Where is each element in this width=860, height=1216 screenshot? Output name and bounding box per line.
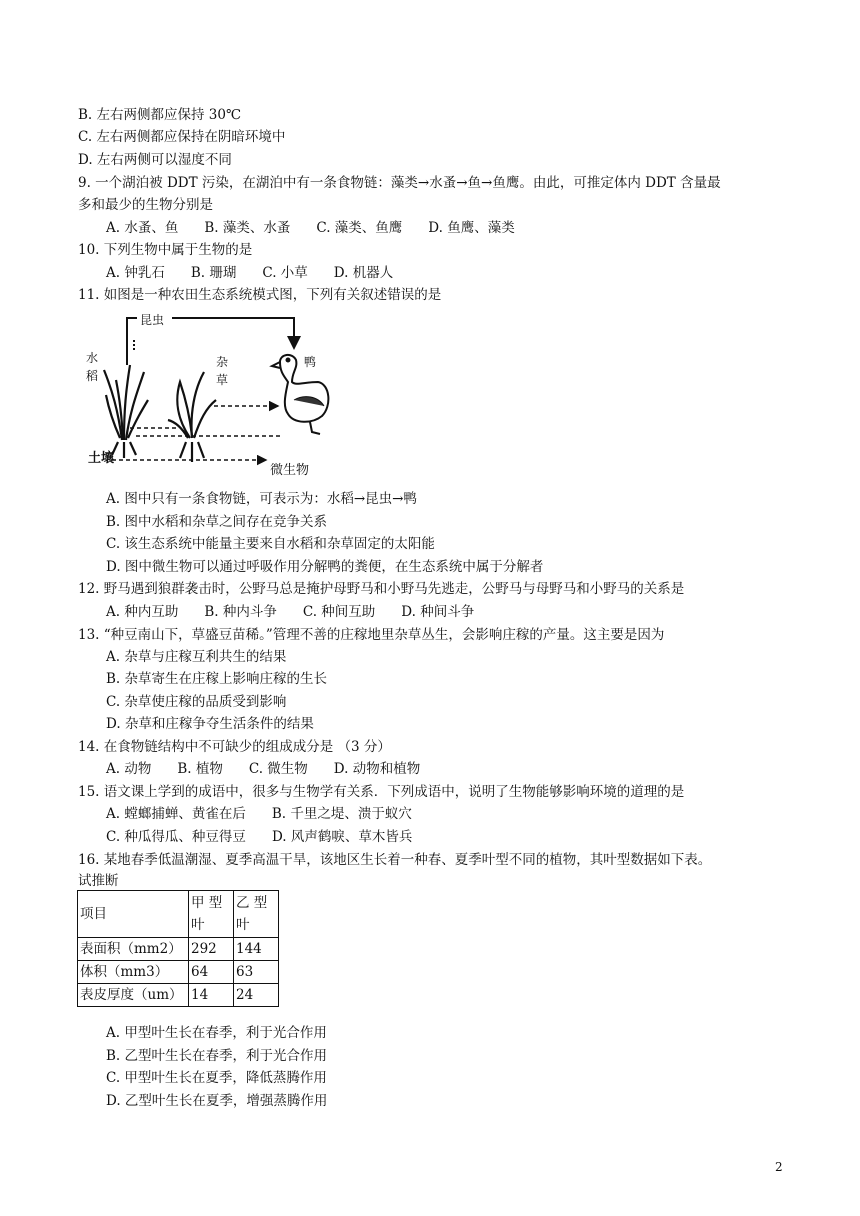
row-value-a: 64 <box>189 961 234 984</box>
table-row <box>78 984 279 1007</box>
q11-option-c: C. 该生态系统中能量主要来自水稻和杂草固定的太阳能 <box>106 536 435 552</box>
soil-label: 土壤 <box>88 451 115 466</box>
header-type-a: 甲 型 叶 <box>189 891 234 938</box>
q9-option-a: A. 水蚤、鱼 <box>106 220 179 236</box>
table-header-row <box>78 891 279 938</box>
q11-option-b: B. 图中水稻和杂草之间存在竞争关系 <box>106 514 328 530</box>
row-value-a: 14 <box>189 984 234 1007</box>
table-row <box>78 961 279 984</box>
q15-options-row1 <box>106 805 412 823</box>
table-row <box>78 938 279 961</box>
page-number: 2 <box>775 1160 783 1174</box>
q15-option-c: C. 种瓜得瓜、种豆得豆 <box>106 829 246 845</box>
q9-options <box>106 219 515 237</box>
row-value-b: 24 <box>234 984 279 1007</box>
q9-stem: 9. 一个湖泊被 DDT 污染，在湖泊中有一条食物链：藻类→水蚤→鱼→鱼鹰。由此，可推定体内 DDT 含量最 <box>78 175 721 191</box>
q13-option-c: C. 杂草使庄稼的品质受到影响 <box>106 694 287 710</box>
farmland-ecosystem-figure <box>82 310 342 478</box>
q14-stem: 14. 在食物链结构中不可缺少的组成成分是 （3 分） <box>78 739 391 755</box>
rice-label-2: 稻 <box>86 369 99 383</box>
leaf-data-table <box>77 890 279 1007</box>
rice-label-1: 水 <box>86 351 99 365</box>
q12-option-b: B. 种内斗争 <box>204 604 277 620</box>
q14-option-b: B. 植物 <box>177 761 223 777</box>
q9-option-c: C. 藻类、鱼鹰 <box>316 220 403 236</box>
q12-option-a: A. 种内互助 <box>106 604 179 620</box>
q11-stem: 11. 如图是一种农田生态系统模式图，下列有关叙述错误的是 <box>78 287 442 303</box>
row-label: 体积（mm3） <box>78 961 189 984</box>
q8-option-d: D. 左右两侧可以湿度不同 <box>78 152 232 168</box>
microbe-label: 微生物 <box>270 463 310 478</box>
q10-options <box>106 264 393 282</box>
row-label: 表皮厚度（um） <box>78 984 189 1007</box>
q15-stem: 15. 语文课上学到的成语中，很多与生物学有关系．下列成语中，说明了生物能够影响环境的道理的是 <box>78 784 685 800</box>
q9-option-b: B. 藻类、水蚤 <box>204 220 291 236</box>
q14-options <box>106 760 420 778</box>
q12-option-d: D. 种间斗争 <box>401 604 475 620</box>
q12-stem: 12. 野马遇到狼群袭击时，公野马总是掩护母野马和小野马先逃走，公野马与母野马和小野马的关系是 <box>78 581 685 597</box>
q16-option-b: B. 乙型叶生长在春季，利于光合作用 <box>106 1048 328 1064</box>
rice-plant-drawing <box>104 365 148 458</box>
row-value-b: 63 <box>234 961 279 984</box>
q15-option-d: D. 风声鹤唳、草木皆兵 <box>271 829 413 845</box>
rice-to-insect-arrow <box>127 318 137 365</box>
q10-option-b: B. 珊瑚 <box>190 265 237 281</box>
q14-option-c: C. 微生物 <box>248 761 308 777</box>
q16-option-a: A. 甲型叶生长在春季，利于光合作用 <box>106 1025 327 1041</box>
weed-label-1: 杂 <box>216 355 229 369</box>
weed-label-2: 草 <box>216 373 229 387</box>
q10-option-c: C. 小草 <box>262 265 308 281</box>
q9-option-d: D. 鱼鹰、藻类 <box>428 220 515 236</box>
row-value-b: 144 <box>234 938 279 961</box>
insect-to-duck-arrow <box>172 318 294 348</box>
q15-options-row2 <box>106 828 412 846</box>
q16-option-c: C. 甲型叶生长在夏季，降低蒸腾作用 <box>106 1070 327 1086</box>
q8-option-b: B. 左右两侧都应保持 30℃ <box>78 107 242 123</box>
row-value-a: 292 <box>189 938 234 961</box>
q14-option-a: A. 动物 <box>106 761 152 777</box>
weed-plant-drawing <box>168 372 216 462</box>
q11-option-d: D. 图中微生物可以通过呼吸作用分解鸭的粪便，在生态系统中属于分解者 <box>106 559 544 575</box>
q15-option-a: A. 螳螂捕蝉、黄雀在后 <box>106 806 246 822</box>
q10-option-a: A. 钟乳石 <box>106 265 165 281</box>
q8-option-c: C. 左右两侧都应保持在阴暗环境中 <box>78 129 286 145</box>
q13-stem: 13. “种豆南山下，草盛豆苗稀。”管理不善的庄稼地里杂草丛生，会影响庄稼的产量。这主要是因为 <box>78 627 665 643</box>
duck-label: 鸭 <box>304 355 317 369</box>
q13-option-a: A. 杂草与庄稼互利共生的结果 <box>106 649 287 665</box>
q14-option-d: D. 动物和植物 <box>333 761 421 777</box>
q16-stem-continued: 试推断 <box>78 873 119 889</box>
row-label: 表面积（mm2） <box>78 938 189 961</box>
q10-stem: 10. 下列生物中属于生物的是 <box>78 242 253 258</box>
insect-label: 昆虫 <box>140 313 165 327</box>
q11-option-a: A. 图中只有一条食物链，可表示为：水稻→昆虫→鸭 <box>106 491 417 507</box>
q13-option-d: D. 杂草和庄稼争夺生活条件的结果 <box>106 716 314 732</box>
header-item: 项目 <box>78 891 189 938</box>
q10-option-d: D. 机器人 <box>333 265 394 281</box>
header-type-b: 乙 型 叶 <box>234 891 279 938</box>
q12-option-c: C. 种间互助 <box>302 604 376 620</box>
q13-option-b: B. 杂草寄生在庄稼上影响庄稼的生长 <box>106 671 328 687</box>
duck-drawing <box>272 355 328 434</box>
q15-option-b: B. 千里之堤、溃于蚁穴 <box>271 806 412 822</box>
q16-stem: 16. 某地春季低温潮湿、夏季高温干旱，该地区生长着一种春、夏季叶型不同的植物，其叶型数据如下表。 <box>78 852 712 868</box>
q16-option-d: D. 乙型叶生长在夏季，增强蒸腾作用 <box>106 1093 328 1109</box>
q12-options <box>106 603 474 621</box>
q9-stem-continued: 多和最少的生物分别是 <box>78 197 213 213</box>
